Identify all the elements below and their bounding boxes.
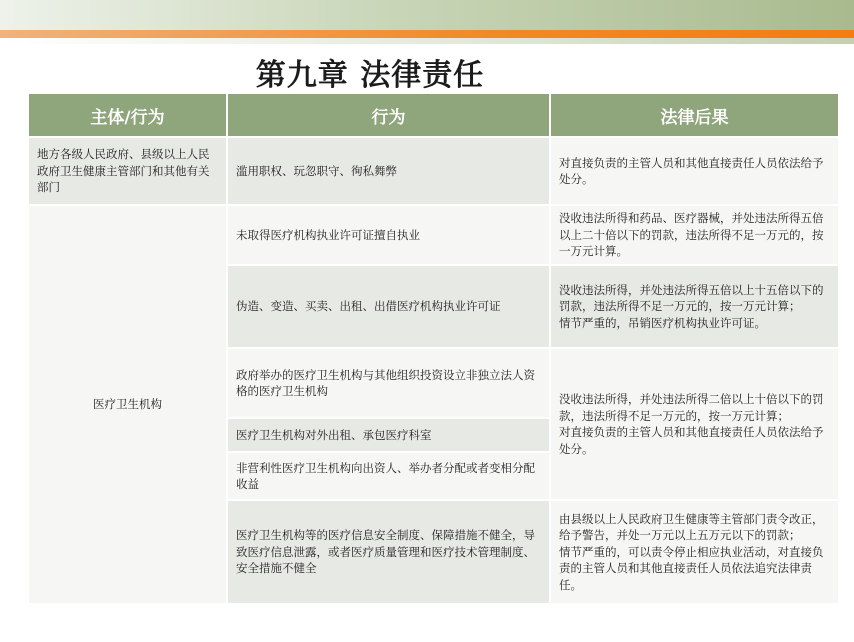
consequence-cell: 对直接负责的主管人员和其他直接责任人员依法给予处分。 <box>550 137 839 205</box>
behavior-cell: 未取得医疗机构执业许可证擅自执业 <box>227 205 550 265</box>
consequence-cell: 由县级以上人民政府卫生健康等主管部门责令改正，给予警告，并处一万元以上五万元以下的罚款； 情节严重的，可以责令停止相应执业活动，对直接负责的主管人员和其他直接责任人员依法追究法律责任。 <box>550 500 839 604</box>
consequence-cell: 没收违法所得，并处违法所得五倍以上十五倍以下的罚款，违法所得不足一万元的，按一万元计算； 情节严重的，吊销医疗机构执业许可证。 <box>550 265 839 348</box>
column-header-behavior: 行为 <box>227 93 550 137</box>
table-header-row <box>28 93 839 137</box>
header-accent-stripe <box>0 30 854 38</box>
behavior-cell: 医疗卫生机构对外出租、承包医疗科室 <box>227 418 550 452</box>
behavior-cell: 非营利性医疗卫生机构向出资人、举办者分配或者变相分配收益 <box>227 452 550 500</box>
header-decor-band <box>0 0 854 30</box>
subject-cell: 地方各级人民政府、县级以上人民政府卫生健康主管部门和其他有关部门 <box>28 137 227 205</box>
table-row <box>28 205 839 265</box>
header-decor-fade <box>0 38 854 44</box>
slide-title: 第九章 法律责任 <box>255 58 485 93</box>
column-header-consequence: 法律后果 <box>550 93 839 137</box>
legal-liability-table <box>27 92 840 605</box>
subject-cell: 医疗卫生机构 <box>28 205 227 604</box>
behavior-cell: 滥用职权、玩忽职守、徇私舞弊 <box>227 137 550 205</box>
behavior-cell: 医疗卫生机构等的医疗信息安全制度、保障措施不健全，导致医疗信息泄露，或者医疗质量管理和医疗技术管理制度、安全措施不健全 <box>227 500 550 604</box>
consequence-cell: 没收违法所得和药品、医疗器械，并处违法所得五倍以上二十倍以下的罚款，违法所得不足一万元的，按一万元计算。 <box>550 205 839 265</box>
table-row <box>28 137 839 205</box>
behavior-cell: 政府举办的医疗卫生机构与其他组织投资设立非独立法人资格的医疗卫生机构 <box>227 348 550 418</box>
column-header-subject: 主体/行为 <box>28 93 227 137</box>
consequence-cell: 没收违法所得，并处违法所得二倍以上十倍以下的罚款，违法所得不足一万元的，按一万元计算； 对直接负责的主管人员和其他直接责任人员依法给予处分。 <box>550 348 839 500</box>
behavior-cell: 伪造、变造、买卖、出租、出借医疗机构执业许可证 <box>227 265 550 348</box>
